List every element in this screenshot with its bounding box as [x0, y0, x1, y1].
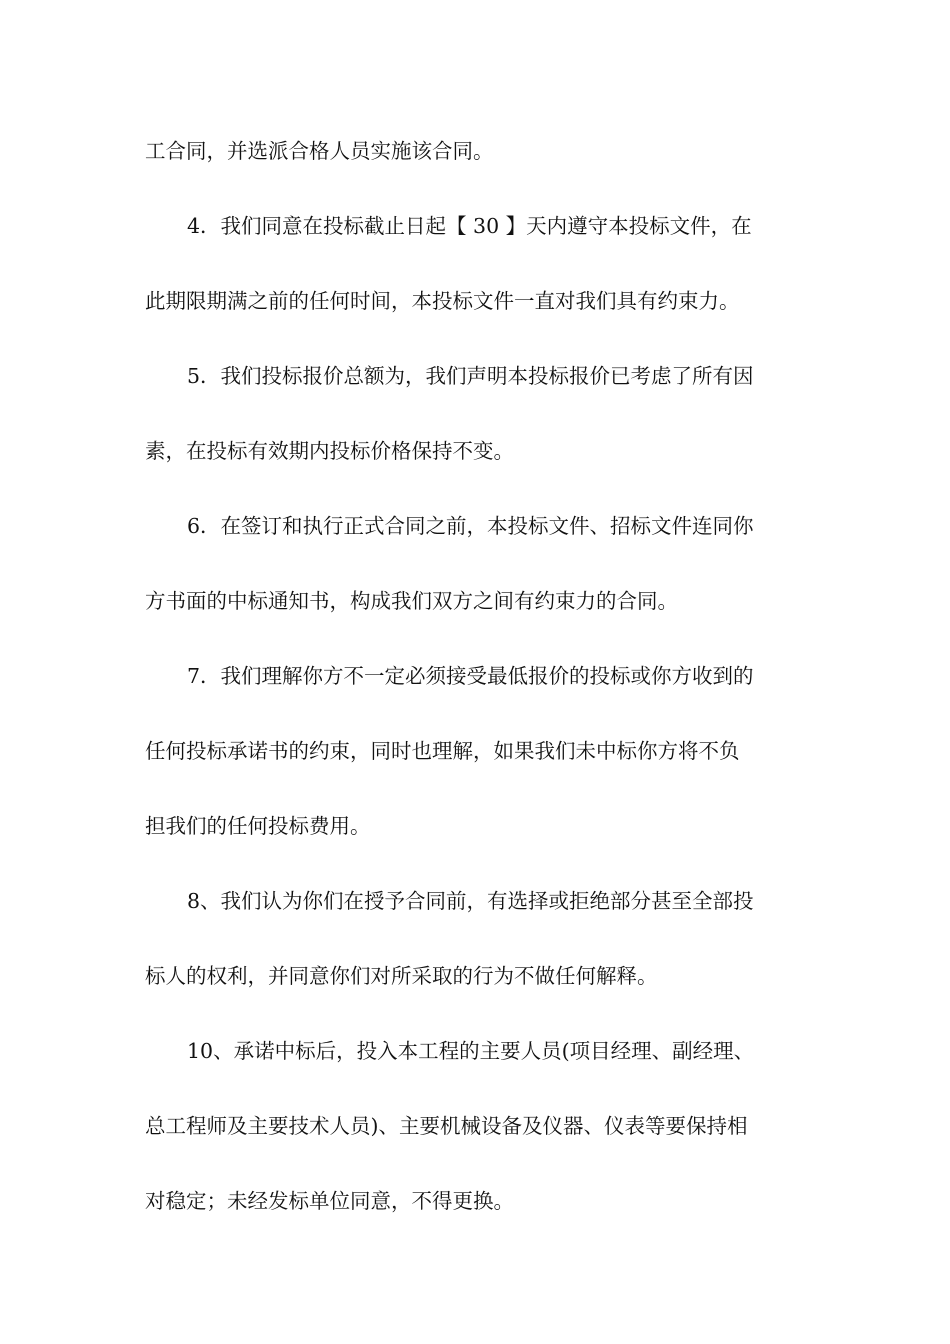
- text-line-3: 此期限期满之前的任何时间，本投标文件一直对我们具有约束力。: [145, 289, 740, 313]
- text-line-9: 任何投标承诺书的约束，同时也理解，如果我们未中标你方将不负: [145, 739, 740, 763]
- text-line-2: 4．我们同意在投标截止日起【 30 】天内遵守本投标文件，在: [187, 214, 752, 238]
- text-line-1: 工合同，并选派合格人员实施该合同。: [145, 139, 494, 163]
- text-line-13: 10、承诺中标后，投入本工程的主要人员(项目经理、副经理、: [187, 1039, 755, 1063]
- text-line-10: 担我们的任何投标费用。: [145, 814, 371, 838]
- text-line-5: 素，在投标有效期内投标价格保持不变。: [145, 439, 514, 463]
- text-line-14: 总工程师及主要技术人员)、主要机械设备及仪器、仪表等要保持相: [145, 1114, 748, 1138]
- text-line-15: 对稳定；未经发标单位同意，不得更换。: [145, 1189, 514, 1213]
- text-line-8: 7．我们理解你方不一定必须接受最低报价的投标或你方收到的: [187, 664, 754, 688]
- text-line-11: 8、我们认为你们在授予合同前，有选择或拒绝部分甚至全部投: [187, 889, 754, 913]
- text-line-7: 方书面的中标通知书，构成我们双方之间有约束力的合同。: [145, 589, 678, 613]
- text-line-12: 标人的权利，并同意你们对所采取的行为不做任何解释。: [145, 964, 658, 988]
- text-line-4: 5．我们投标报价总额为，我们声明本投标报价已考虑了所有因: [187, 364, 754, 388]
- text-line-6: 6．在签订和执行正式合同之前，本投标文件、招标文件连同你: [187, 514, 754, 538]
